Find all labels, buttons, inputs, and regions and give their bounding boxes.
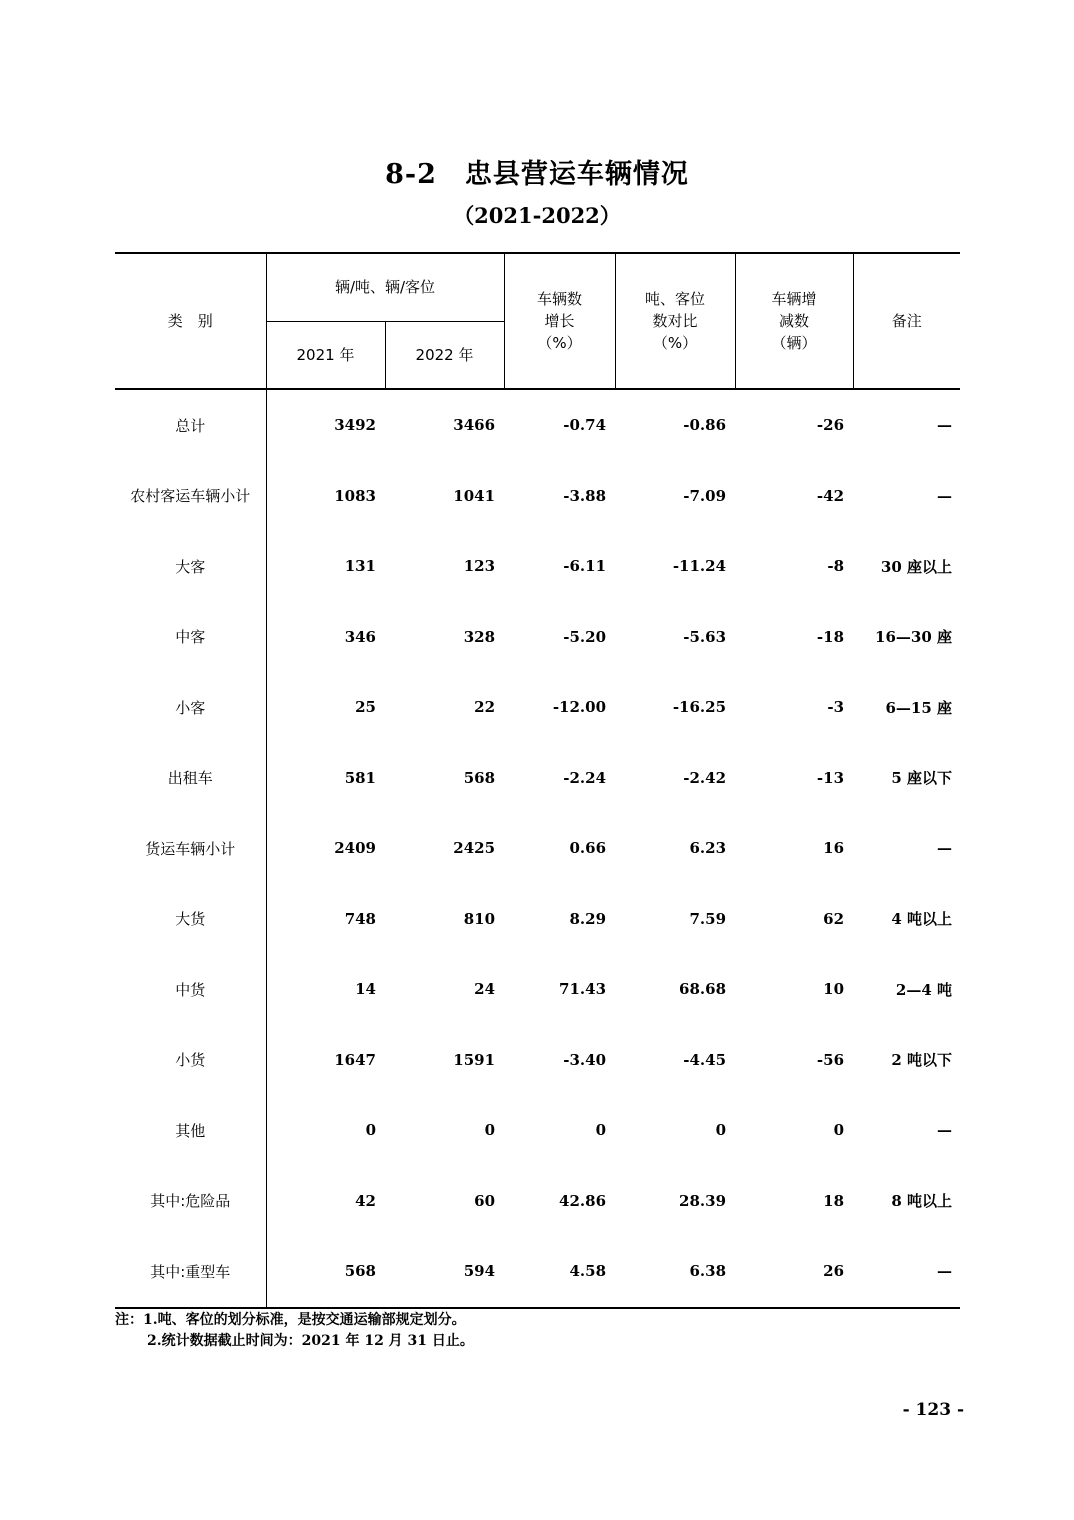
cell-y2021: 2409 [266,813,385,884]
year-range: （2021-2022） [453,203,621,228]
cell-remark: 2 吨以下 [891,1051,953,1070]
cell-category: 其中:危险品 [150,1192,231,1211]
vehicle-table [115,252,960,1309]
cell-remark: 4 吨以上 [891,910,953,929]
table-row [115,1236,960,1308]
cell-category: 其他 [175,1121,206,1140]
cell-change: 18 [823,1191,845,1210]
cell-y2021: 1647 [266,1025,385,1096]
cell-y2021: 581 [266,743,385,814]
header-change-line1: 车辆增 [771,290,817,308]
cell-growth: -2.24 [563,768,607,787]
cell-growth: 0.66 [569,839,607,858]
cell-category: 货运车辆小计 [145,839,236,858]
cell-remark: — [853,1236,960,1308]
footnote-1: 注：1.吨、客位的划分标准，是按交通运输部规定划分。 [115,1312,466,1328]
header-change-line3: （辆） [771,334,817,352]
header-remark: 备注 [853,253,960,389]
cell-y2021: 3492 [266,389,385,461]
cell-category: 农村客运车辆小计 [130,487,251,506]
cell-remark: 2—4 吨 [895,980,953,999]
cell-remark: 30 座以上 [880,557,953,576]
cell-change: -13 [816,768,845,787]
table-row [115,389,960,461]
cell-category: 小客 [175,698,206,717]
cell-change: 62 [823,909,845,928]
cell-y2021: 25 [266,672,385,743]
cell-growth: 0 [595,1121,607,1140]
table-number: 8-2 [385,159,437,190]
cell-y2021: 0 [266,1095,385,1166]
header-change [735,253,853,389]
page-number: - 123 - [902,1400,964,1420]
cell-category: 小货 [175,1051,206,1070]
cell-remark: — [937,416,953,435]
cell-y2022: 1591 [453,1050,496,1069]
cell-y2022: 123 [463,557,496,576]
cell-change: -3 [827,698,845,717]
table-row [115,531,960,602]
header-change-line2: 减数 [779,312,810,330]
cell-remark: — [937,839,953,858]
table-title: 忠县营运车辆情况 [464,159,689,190]
table-row [115,672,960,743]
cell-growth: 71.43 [559,980,607,999]
cell-category: 大货 [175,910,206,929]
cell-y2021: 42 [266,1166,385,1237]
cell-category: 大客 [175,557,206,576]
header-ratio [615,253,735,389]
cell-growth: 42.86 [559,1191,607,1210]
cell-remark: 6—15 座 [885,698,953,717]
cell-remark: 8 吨以上 [891,1192,953,1211]
cell-change: -8 [827,557,845,576]
cell-y2022: 2425 [453,839,496,858]
cell-ratio: 28.39 [679,1191,727,1210]
cell-ratio: -5.63 [683,627,727,646]
cell-remark: 5 座以下 [891,769,953,788]
cell-y2021: 1083 [266,461,385,532]
cell-y2021: 14 [266,954,385,1025]
footnotes [115,1310,474,1352]
cell-ratio: -11.24 [672,557,727,576]
table-row [115,1095,960,1166]
header-category: 类 别 [115,253,266,389]
cell-growth: -0.74 [563,416,607,435]
cell-y2021: 568 [266,1236,385,1308]
table-row [115,602,960,673]
header-ratio-line2: 数对比 [652,312,698,330]
cell-growth: 4.58 [504,1236,615,1308]
cell-category: 总计 [175,416,206,435]
cell-ratio: -2.42 [683,768,727,787]
cell-change: 0 [833,1121,845,1140]
cell-remark: 16—30 座 [875,628,953,647]
cell-y2022: 24 [474,980,496,999]
table-row [115,1166,960,1237]
cell-ratio: 6.23 [689,839,727,858]
cell-growth: -5.20 [563,627,607,646]
header-ratio-line1: 吨、客位 [645,290,706,308]
table-row [115,461,960,532]
table-row [115,813,960,884]
header-ratio-line3: （%） [652,334,698,352]
cell-growth: -6.11 [563,557,607,576]
header-group: 辆/吨、辆/客位 [266,253,504,321]
header-growth-line1: 车辆数 [537,290,583,308]
header-growth-line3: （%） [537,334,582,352]
cell-y2022: 568 [463,768,496,787]
cell-category: 中货 [175,980,206,999]
cell-y2021: 346 [266,602,385,673]
footnote-2: 2.统计数据截止时间为：2021 年 12 月 31 日止。 [147,1333,474,1349]
table-row [115,884,960,955]
table-body [115,389,960,1308]
cell-y2022: 60 [474,1191,496,1210]
cell-ratio: -16.25 [672,698,727,717]
cell-category: 出租车 [167,769,213,788]
cell-growth: -12.00 [552,698,607,717]
header-year-2022: 2022 年 [385,321,504,389]
cell-ratio: -0.86 [683,416,727,435]
cell-growth: -3.88 [563,486,607,505]
page-title [0,152,1074,191]
cell-y2022: 1041 [453,486,496,505]
cell-growth: 8.29 [569,909,607,928]
cell-change: -18 [816,627,845,646]
header-growth [504,253,615,389]
cell-remark: — [937,486,953,505]
cell-y2022: 22 [474,698,496,717]
cell-change: -56 [816,1050,845,1069]
cell-y2022: 3466 [453,416,496,435]
cell-change: 26 [735,1236,853,1308]
cell-ratio: -7.09 [683,486,727,505]
cell-ratio: 0 [715,1121,727,1140]
cell-change: 10 [823,980,845,999]
cell-category: 其中:重型车 [115,1236,266,1308]
table-row [115,1025,960,1096]
cell-change: -42 [816,486,845,505]
cell-y2022: 594 [385,1236,504,1308]
cell-growth: -3.40 [563,1050,607,1069]
cell-change: -26 [816,416,845,435]
header-growth-line2: 增长 [544,312,575,330]
table-row [115,954,960,1025]
cell-y2022: 810 [463,909,496,928]
cell-y2022: 0 [484,1121,496,1140]
cell-y2021: 131 [266,531,385,602]
table-row [115,743,960,814]
cell-ratio: 68.68 [679,980,727,999]
cell-change: 16 [823,839,845,858]
cell-remark: — [937,1121,953,1140]
cell-ratio: 6.38 [615,1236,735,1308]
cell-category: 中客 [175,628,206,647]
cell-y2022: 328 [463,627,496,646]
cell-ratio: -4.45 [683,1050,727,1069]
header-year-2021: 2021 年 [266,321,385,389]
cell-y2021: 748 [266,884,385,955]
cell-ratio: 7.59 [689,909,727,928]
